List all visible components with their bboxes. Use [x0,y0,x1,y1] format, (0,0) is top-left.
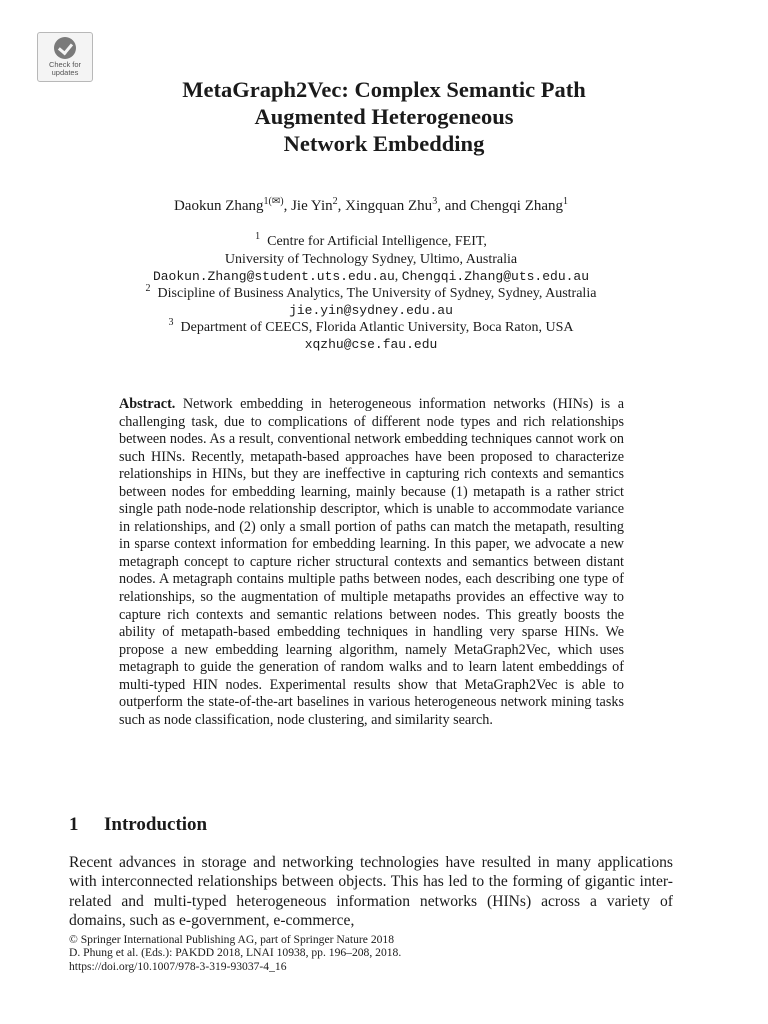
author-separator: , and [437,198,471,214]
title-line-3: Network Embedding [283,131,485,156]
abstract-text: Network embedding in heterogeneous information networks (HINs) is a challenging task, due to complications of different node types and rich relationships between nodes. As a result, conventional network embedding techniques cannot work on such HINs. Recently, metapath-based approaches have been proposed to characterize relationships in HINs, but they are ineffective in capturing rich contexts and semantics between nodes for embedding learning, mainly because (1) metapath is a rather strict single path node-node relationship descriptor, which is unable to accommodate variance in relationships, and (2) only a small portion of paths can match the metapath, resulting in sparse context information for embedding learning. In this paper, we advocate a new metagraph concept to capture richer structural contexts and semantics between distant nodes. A metagraph contains multiple paths between nodes, each describing one type of relationships, so the augmentation of multiple metapaths provides an effective way to capture rich contexts and semantic relations between nodes. This greatly boosts the ability of metapath-based embedding techniques in handling very sparse HINs. We propose a new embedding learning algorithm, namely MetaGraph2Vec, which uses metagraph to guide the generation of random walks and to learn latent embeddings of multi-typed HIN nodes. Experimental results show that MetaGraph2Vec is able to outperform the state-of-the-art baselines in various heterogeneous network mining tasks such as node classification, node clustering, and similarity search. [119,396,624,728]
badge-label-line1: Check for [48,60,82,69]
section-heading [69,814,207,836]
check-mark-icon [54,37,76,59]
author-affiliation-marker: 1 [563,196,569,207]
author-affiliation-marker: 1(✉) [263,196,284,207]
affiliation-2-line-1 [0,285,742,302]
abstract-label: Abstract. [119,396,176,412]
affiliation-1-line-1 [0,233,742,250]
title-line-2: Augmented Heterogeneous [254,104,514,129]
badge-label [38,61,92,77]
affiliation-3-email [0,336,742,353]
abstract-block [119,396,624,729]
check-for-updates-badge[interactable] [37,32,93,82]
copyright-line: © Springer International Publishing AG, part of Springer Nature 2018 [69,933,395,946]
affiliation-text: Discipline of Business Analytics, The University of Sydney, Sydney, Australia [157,286,597,301]
title-line-1: MetaGraph2Vec: Complex Semantic Path [182,77,586,102]
email-link[interactable]: jie.yin@sydney.edu.au [289,303,453,318]
author-name: Chengqi Zhang [470,198,564,214]
doi-link[interactable]: https://doi.org/10.1007/978-3-319-93037-4_16 [69,959,287,973]
affiliation-1-line-2: University of Technology Sydney, Ultimo, Australia [224,252,518,267]
email-link[interactable]: Daokun.Zhang@student.uts.edu.au [152,269,395,284]
affiliation-text: Department of CEECS, Florida Atlantic University, Boca Raton, USA [180,320,574,335]
affiliation-number: 3 [168,317,174,328]
author-list [0,198,742,215]
author-separator: , [283,198,292,214]
paper-title [0,76,768,157]
email-separator: , [394,269,402,284]
affiliation-number: 1 [255,231,261,242]
author-affiliation-marker: 2 [332,196,338,207]
affiliation-number: 2 [145,283,151,294]
affiliation-1-emails [0,268,742,285]
section-title: Introduction [104,814,208,835]
affiliation-2-email [0,302,742,319]
citation-line: D. Phung et al. (Eds.): PAKDD 2018, LNAI 10938, pp. 196–208, 2018. [69,946,402,960]
badge-label-line2: updates [51,68,79,77]
author-name: Daokun Zhang [173,198,264,214]
author-affiliation-marker: 3 [432,196,438,207]
email-link[interactable]: xqzhu@cse.fau.edu [304,337,438,352]
introduction-paragraph: Recent advances in storage and networking technologies have resulted in many applications with interconnected relationships between objects. This has led to the forming of gigantic inter-related and multi-typed heterogeneous information networks (HINs) across a variety of domains, such as e-government, e-commerce, [69,854,673,929]
copyright-footer [69,933,401,973]
author-name: Jie Yin [291,198,333,214]
affiliation-text: Centre for Artificial Intelligence, FEIT, [267,234,487,249]
author-separator: , [337,198,346,214]
email-link[interactable]: Chengqi.Zhang@uts.edu.au [401,269,590,284]
author-name: Xingquan Zhu [345,198,433,214]
affiliation-3-line-1 [0,319,742,336]
section-number: 1 [69,814,79,835]
